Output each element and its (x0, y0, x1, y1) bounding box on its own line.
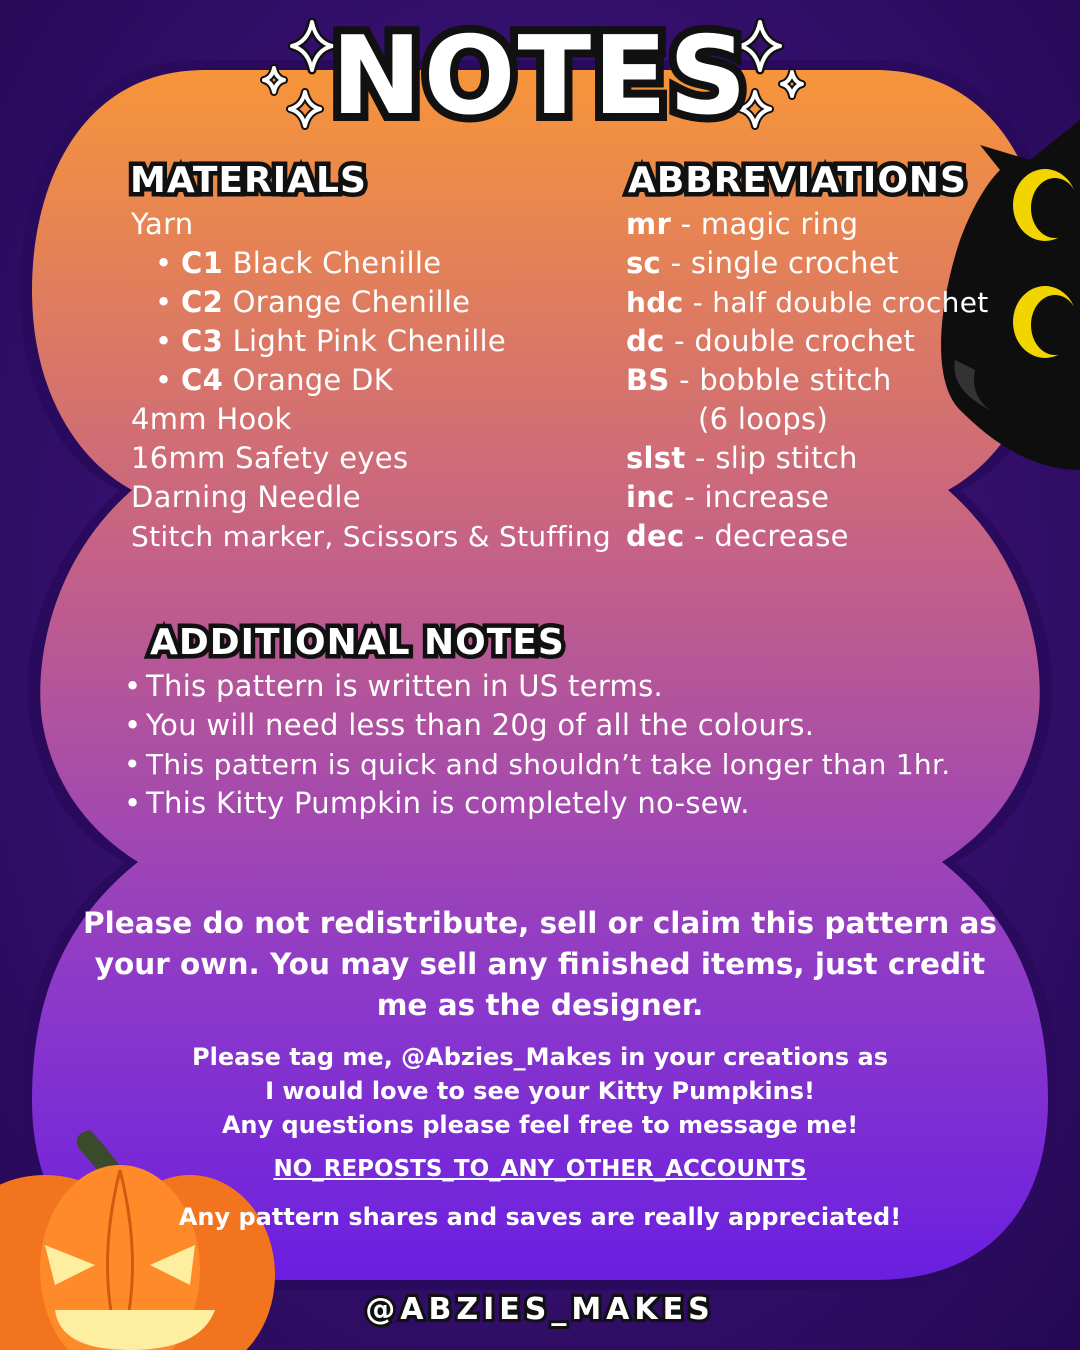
tag-line: I would love to see your Kitty Pumpkins! (265, 1077, 815, 1105)
materials-list (131, 205, 611, 556)
list-item: slst - slip stitch (626, 441, 858, 475)
yarn-label: Yarn (131, 207, 194, 241)
tool-item: Darning Needle (131, 480, 361, 514)
yarn-code: C4 (181, 363, 224, 397)
yarn-name: Black Chenille (232, 246, 442, 280)
list-item: BS - bobble stitch (626, 363, 892, 397)
tool-item: 4mm Hook (131, 402, 292, 436)
additional-notes-heading: ADDITIONAL NOTES (150, 622, 565, 663)
copyright-line: me as the designer. (376, 988, 704, 1022)
abbreviations-list (626, 205, 989, 556)
shares-message: Any pattern shares and saves are really appreciated! (178, 1203, 902, 1231)
social-handle: @ABZIES_MAKES (365, 1292, 715, 1327)
additional-notes-list (124, 667, 950, 823)
tag-line: Please tag me, @Abzies_Makes in your creations as (192, 1043, 888, 1071)
copyright-line: Please do not redistribute, sell or claim this pattern as (83, 906, 997, 940)
yarn-name: Orange Chenille (232, 285, 471, 319)
yarn-code: C2 (181, 285, 224, 319)
yarn-code: C3 (181, 324, 224, 358)
list-item: hdc - half double crochet (626, 286, 989, 319)
yarn-name: Orange DK (232, 363, 394, 397)
abbreviations-heading: ABBREVIATIONS (628, 160, 967, 201)
list-item (131, 283, 611, 322)
list-item: inc - increase (626, 480, 830, 514)
tool-item: Stitch marker, Scissors & Stuffing (131, 520, 611, 553)
tag-line: Any questions please feel free to message me! (221, 1111, 859, 1139)
list-item: mr - magic ring (626, 207, 859, 241)
list-item (131, 322, 611, 361)
list-item: dc - double crochet (626, 324, 916, 358)
tag-message (0, 1040, 1080, 1142)
page-title: NOTES (331, 14, 749, 139)
list-item: • This pattern is written in US terms. (124, 667, 950, 706)
list-item: sc - single crochet (626, 246, 899, 280)
materials-heading: MATERIALS (130, 160, 367, 201)
copyright-notice (0, 903, 1080, 1026)
list-item (131, 361, 611, 400)
list-item: • You will need less than 20g of all the colours. (124, 706, 950, 745)
list-item: • This pattern is quick and shouldn’t take longer than 1hr. (124, 745, 950, 784)
list-item: • This Kitty Pumpkin is completely no-sew. (124, 784, 950, 823)
no-reposts-notice: NO_REPOSTS_TO_ANY_OTHER_ACCOUNTS (273, 1156, 807, 1182)
bs-continuation: (6 loops) (698, 402, 829, 436)
list-item (131, 244, 611, 283)
tool-item: 16mm Safety eyes (131, 441, 409, 475)
copyright-line: your own. You may sell any finished items, just credit (94, 947, 986, 981)
yarn-name: Light Pink Chenille (232, 324, 507, 358)
list-item: dec - decrease (626, 519, 849, 553)
yarn-code: C1 (181, 246, 224, 280)
